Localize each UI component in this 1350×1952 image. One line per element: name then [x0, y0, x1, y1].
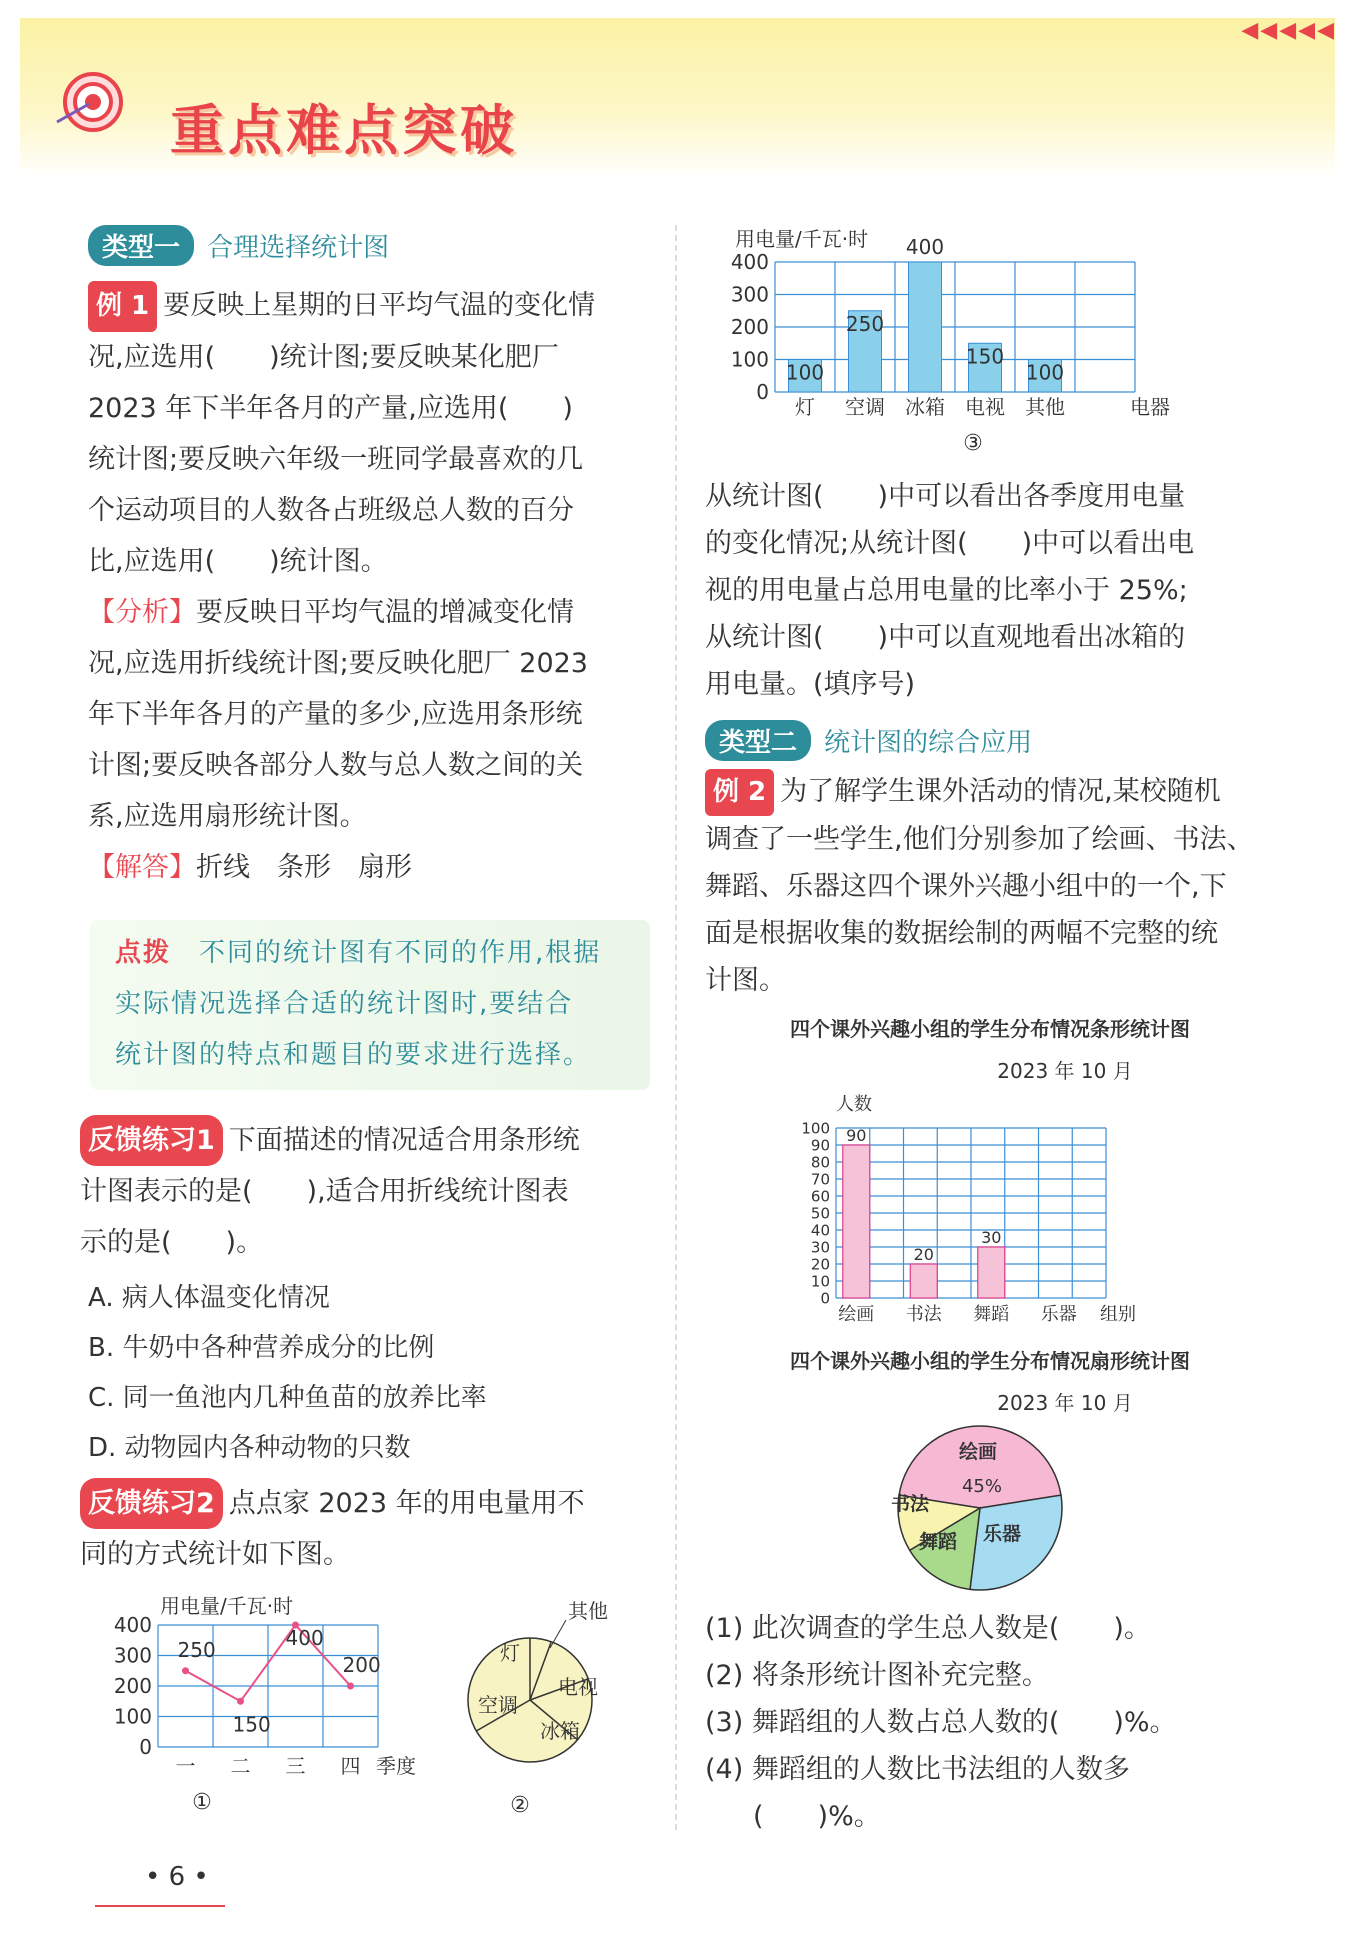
y-tick-label: 100	[113, 1704, 152, 1729]
section-badge: 类型二	[705, 720, 811, 761]
slice-label: 灯	[500, 1641, 520, 1665]
slice-label: 乐器	[982, 1523, 1022, 1545]
answer-text: 折线 条形 扇形	[196, 852, 412, 883]
text-line: 况,应选用( )统计图;要反映某化肥厂	[88, 342, 559, 373]
data-point	[237, 1698, 244, 1705]
x-tick-label: 空调	[845, 395, 885, 419]
y-tick-label: 90	[810, 1136, 830, 1155]
question-4: (4) 舞蹈组的人数比书法组的人数多	[705, 1754, 1130, 1785]
x-tick-label: 舞蹈	[973, 1304, 1010, 1325]
pie-chart-5	[890, 1420, 1070, 1600]
slice-label: 其他	[568, 1599, 608, 1623]
feedback1	[80, 1115, 650, 1268]
bar-chart-4	[780, 1088, 1180, 1333]
question-3: (3) 舞蹈组的人数占总人数的( )%。	[705, 1707, 1177, 1738]
y-tick-label: 300	[113, 1643, 152, 1668]
text-line: 况,应选用折线统计图;要反映化肥厂 2023	[88, 648, 588, 679]
y-tick-label: 30	[810, 1238, 830, 1257]
option-c: C. 同一鱼池内几种鱼苗的放养比率	[88, 1383, 487, 1413]
text-line: 面是根据收集的数据绘制的两幅不完整的统	[705, 918, 1218, 949]
data-label: 150	[965, 344, 1005, 369]
y-tick-label: 40	[810, 1221, 830, 1240]
page-number: • 6 •	[145, 1862, 209, 1892]
bar	[910, 1264, 937, 1298]
leader-line	[550, 1620, 566, 1648]
bar-chart-3	[705, 222, 1245, 462]
x-tick-label: 灯	[795, 395, 815, 419]
line-chart-1	[110, 1595, 450, 1835]
text-line: 2023 年下半年各月的产量,应选用( )	[88, 393, 573, 424]
text-line: 从统计图( )中可以看出各季度用电量	[705, 481, 1186, 512]
x-tick-label: 乐器	[1040, 1304, 1077, 1325]
slice-label: 冰箱	[540, 1719, 580, 1743]
text-line: 年下半年各月的产量的多少,应选用条形统	[88, 699, 583, 730]
question-2: (2) 将条形统计图补充完整。	[705, 1660, 1049, 1691]
example-badge: 例 2	[705, 769, 774, 816]
y-tick-label: 0	[756, 380, 769, 404]
option-list	[88, 1273, 648, 1473]
data-label: 200	[342, 1653, 381, 1677]
target-icon	[55, 70, 125, 140]
y-tick-label: 400	[730, 250, 769, 274]
text-line: 计图。	[705, 965, 786, 996]
y-tick-label: 100	[730, 347, 769, 372]
column-divider	[675, 225, 677, 1830]
slice-label: 绘画	[958, 1441, 998, 1463]
text-line: 系,应选用扇形统计图。	[88, 801, 367, 832]
page-title: 重点难点突破	[170, 99, 518, 162]
text-line: 要反映日平均气温的增减变化情	[196, 597, 574, 628]
feedback-badge: 反馈练习2	[80, 1478, 223, 1529]
section-title: 合理选择统计图	[207, 233, 390, 263]
y-tick-label: 50	[810, 1204, 830, 1223]
example-badge: 例 1	[88, 281, 157, 332]
y-axis-label: 用电量/千瓦·时	[160, 1595, 294, 1618]
chart4-subtitle: 2023 年 10 月	[997, 1059, 1133, 1083]
text-line: 比,应选用( )统计图。	[88, 546, 388, 577]
x-axis-label: 电器	[1130, 395, 1170, 419]
section-title: 统计图的综合应用	[824, 728, 1033, 758]
slice-label: 空调	[478, 1693, 518, 1717]
y-tick-label: 80	[810, 1153, 830, 1172]
question-1: (1) 此次调查的学生总人数是( )。	[705, 1613, 1151, 1644]
tip-text	[115, 928, 645, 1081]
text-line: 下面描述的情况适合用条形统	[228, 1125, 580, 1156]
data-label: 90	[846, 1126, 867, 1145]
tip-label: 点拨	[115, 938, 172, 968]
chart-caption: ②	[510, 1793, 530, 1818]
arrow-decoration-icon: ◀◀◀◀◀	[1241, 18, 1336, 43]
question-4-cont: ( )%。	[753, 1801, 881, 1832]
y-tick-label: 300	[730, 282, 769, 307]
x-axis-label: 组别	[1100, 1304, 1136, 1325]
answer-label: 【解答】	[88, 852, 196, 883]
x-tick-label: 冰箱	[905, 395, 945, 419]
text-line: 调查了一些学生,他们分别参加了绘画、书法、	[705, 824, 1254, 855]
x-tick-label: 其他	[1025, 395, 1065, 419]
x-tick-label: 四	[340, 1754, 361, 1778]
analysis-label: 【分析】	[88, 597, 196, 628]
section1-heading	[88, 225, 389, 266]
text-line: 计图表示的是( ),适合用折线统计图表	[80, 1176, 569, 1207]
data-point	[347, 1683, 354, 1690]
text-line: 同的方式统计如下图。	[80, 1539, 350, 1570]
bar	[978, 1247, 1005, 1298]
x-tick-label: 二	[230, 1754, 251, 1778]
option-d: D. 动物园内各种动物的只数	[88, 1433, 411, 1463]
slice-label: 书法	[890, 1493, 930, 1515]
page-number-underline	[95, 1905, 225, 1907]
text-line: 从统计图( )中可以直观地看出冰箱的	[705, 622, 1186, 653]
y-tick-label: 100	[801, 1119, 830, 1138]
example1	[88, 280, 648, 893]
text-line: 视的用电量占总用电量的比率小于 25%;	[705, 575, 1188, 606]
feedback2-questions	[705, 473, 1265, 708]
y-axis-label: 人数	[836, 1094, 872, 1115]
bar	[843, 1145, 870, 1298]
text-line: 个运动项目的人数各占班级总人数的百分	[88, 495, 574, 526]
text-line: 要反映上星期的日平均气温的变化情	[163, 290, 596, 321]
data-label: 400	[905, 235, 945, 259]
feedback2	[80, 1478, 650, 1580]
y-tick-label: 60	[810, 1187, 830, 1206]
data-label: 100	[1025, 360, 1065, 385]
x-tick-label: 绘画	[838, 1304, 875, 1325]
x-axis-label: 季度	[376, 1754, 416, 1778]
text-line: 的变化情况;从统计图( )中可以看出电	[705, 528, 1195, 559]
x-tick-label: 三	[285, 1754, 306, 1778]
text-line: 计图;要反映各部分人数与总人数之间的关	[88, 750, 584, 781]
section2-heading	[705, 720, 1032, 761]
slice-label: 舞蹈	[918, 1531, 958, 1553]
text-line: 示的是( )。	[80, 1227, 264, 1258]
y-tick-label: 0	[139, 1735, 152, 1759]
data-label: 100	[785, 360, 825, 385]
x-tick-label: 书法	[905, 1304, 942, 1325]
chart5-title: 四个课外兴趣小组的学生分布情况扇形统计图	[790, 1349, 1190, 1373]
data-label: 250	[177, 1637, 216, 1662]
x-tick-label: 电视	[965, 395, 1005, 419]
feedback-badge: 反馈练习1	[80, 1115, 223, 1166]
text-line: 统计图;要反映六年级一班同学最喜欢的几	[88, 444, 584, 475]
text-line: 点点家 2023 年的用电量用不	[228, 1488, 585, 1519]
y-tick-label: 10	[810, 1272, 830, 1291]
chart5-subtitle: 2023 年 10 月	[997, 1391, 1133, 1415]
slice-value-label: 45%	[961, 1476, 1003, 1497]
data-label: 150	[232, 1712, 271, 1737]
text-line: 实际情况选择合适的统计图时,要结合	[115, 989, 574, 1019]
data-label: 30	[981, 1228, 1002, 1247]
y-tick-label: 200	[730, 315, 769, 339]
data-label: 20	[913, 1245, 934, 1264]
slice-label: 电视	[558, 1675, 598, 1699]
text-line: 统计图的特点和题目的要求进行选择。	[115, 1040, 592, 1070]
y-tick-label: 200	[113, 1674, 152, 1698]
y-tick-label: 0	[820, 1289, 830, 1308]
y-tick-label: 70	[810, 1170, 830, 1189]
text-line: 用电量。(填序号)	[705, 669, 916, 700]
option-b: B. 牛奶中各种营养成分的比例	[88, 1333, 435, 1363]
bar	[909, 262, 942, 392]
x-tick-label: 一	[175, 1754, 196, 1778]
example2-questions	[705, 1605, 1270, 1840]
chart4-title: 四个课外兴趣小组的学生分布情况条形统计图	[790, 1017, 1190, 1041]
chart-caption: ①	[192, 1790, 212, 1815]
text-line: 舞蹈、乐器这四个课外兴趣小组中的一个,下	[705, 871, 1227, 902]
y-tick-label: 400	[113, 1613, 152, 1637]
y-tick-label: 20	[810, 1255, 830, 1274]
y-axis-label: 用电量/千瓦·时	[735, 227, 869, 251]
option-a: A. 病人体温变化情况	[88, 1283, 330, 1313]
pie-chart-2	[440, 1595, 620, 1835]
text-line: 为了解学生课外活动的情况,某校随机	[780, 776, 1221, 807]
data-point	[182, 1667, 189, 1674]
data-label: 250	[845, 311, 885, 336]
data-label: 400	[285, 1626, 324, 1650]
example2	[705, 768, 1270, 1004]
section-badge: 类型一	[88, 225, 194, 266]
text-line: 不同的统计图有不同的作用,根据	[199, 938, 602, 968]
chart-caption: ③	[963, 431, 983, 456]
